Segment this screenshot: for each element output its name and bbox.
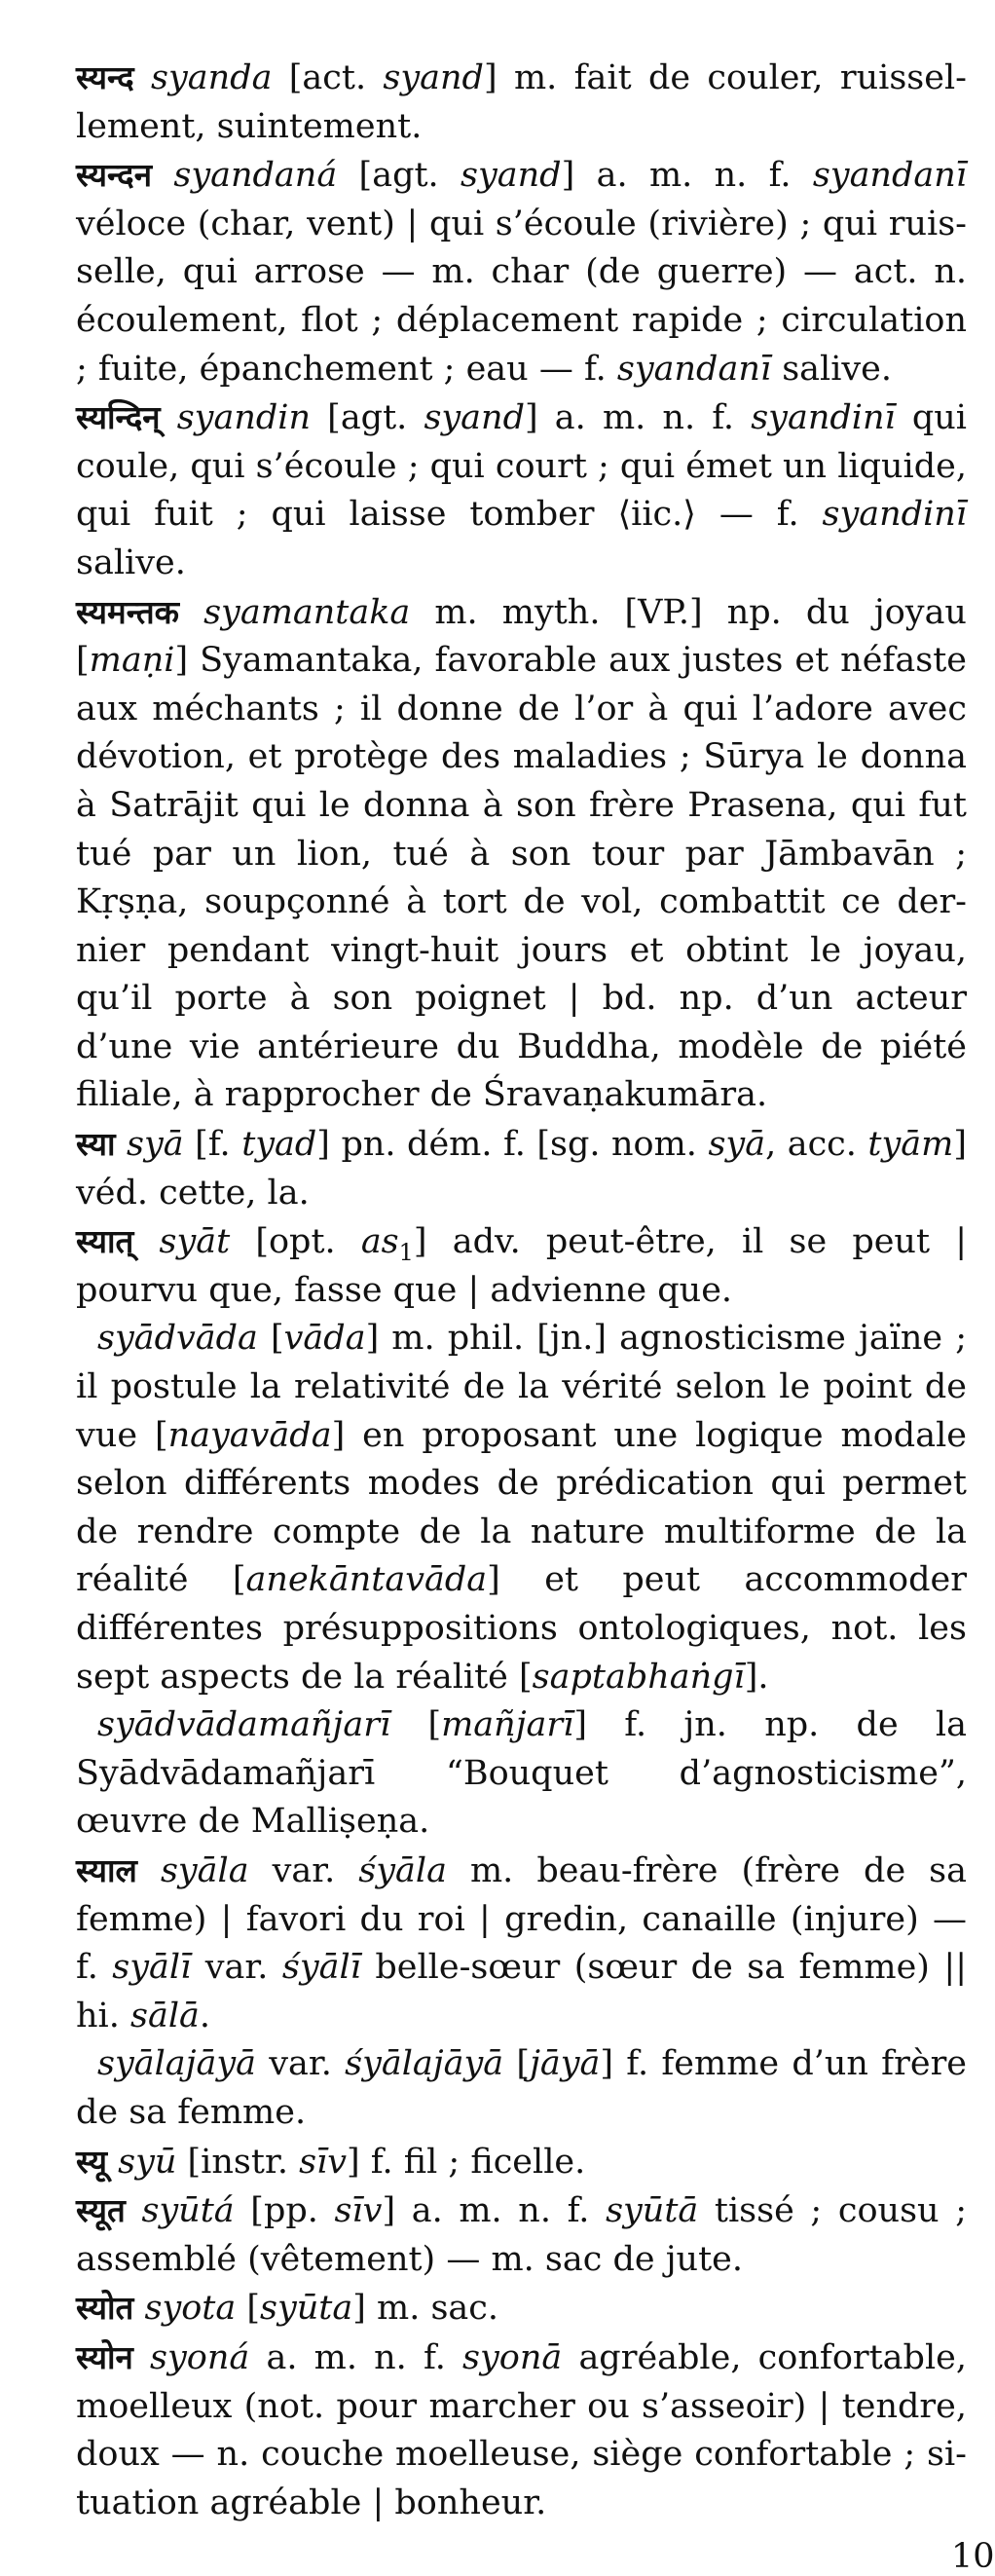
italic-term: syālī xyxy=(112,1948,192,1988)
entry-text xyxy=(133,2289,144,2328)
entry-text xyxy=(152,156,173,195)
entry-text: ]. xyxy=(744,1657,769,1697)
headword-transliteration: syā xyxy=(127,1125,184,1165)
headword-transliteration: syū xyxy=(118,2142,177,2182)
dictionary-page xyxy=(76,54,967,2527)
entry-text: [ xyxy=(257,1319,284,1359)
entry-text: ] f. fil ; ficelle. xyxy=(347,2142,586,2182)
italic-term: syūta xyxy=(260,2289,353,2329)
entry-text: [pp. xyxy=(234,2191,335,2231)
entry-text: [opt. xyxy=(230,1222,361,1262)
entry-text: salive. xyxy=(771,349,893,389)
italic-term: as xyxy=(360,1222,399,1262)
entry-text xyxy=(161,398,177,437)
italic-term: syā xyxy=(708,1125,766,1165)
dictionary-entry-syala xyxy=(76,1847,967,2040)
entry-text: [f. xyxy=(183,1125,242,1165)
entry-text: [agt. xyxy=(337,156,461,196)
entry-text: [ xyxy=(236,2289,261,2329)
headword-transliteration: syādvāda xyxy=(97,1319,258,1359)
headword-transliteration: syoná xyxy=(150,2337,250,2377)
entry-text xyxy=(137,1851,161,1890)
entry-text: ] m. fait de couler, ruissellement, suintement. xyxy=(76,58,967,146)
headword-devanagari: स्योन xyxy=(76,2337,133,2376)
headword-transliteration: syādvādamañjarī xyxy=(97,1705,391,1745)
dictionary-entry-syadvadamanjari xyxy=(76,1701,967,1847)
headword-transliteration: syota xyxy=(144,2289,237,2329)
dictionary-entry-syu xyxy=(76,2138,967,2187)
headword-devanagari: स्यन्दिन् xyxy=(76,398,161,437)
dictionary-entry-sya xyxy=(76,1120,967,1217)
headword-devanagari: स्या xyxy=(76,1125,116,1164)
italic-term: jāyā xyxy=(530,2044,601,2084)
headword-devanagari: स्यमन्तक xyxy=(76,592,180,631)
headword-transliteration: syālajāyā xyxy=(97,2044,257,2084)
italic-term: saptabhaṅgī xyxy=(532,1657,745,1697)
entry-text: [act. xyxy=(272,58,384,97)
entry-text: salive. xyxy=(76,542,186,582)
dictionary-entry-syat xyxy=(76,1217,967,1315)
italic-term: sīv xyxy=(299,2142,348,2182)
italic-term: sālā xyxy=(130,1996,200,2035)
entry-text xyxy=(116,1125,128,1164)
dictionary-entry-syandana xyxy=(76,151,967,393)
italic-term: syand xyxy=(461,156,562,196)
entry-text xyxy=(179,593,203,632)
italic-term: syandinī xyxy=(751,398,896,438)
headword-transliteration: mañjarī xyxy=(441,1705,574,1745)
entry-text: ] a. m. n. f. xyxy=(561,156,813,196)
entry-text xyxy=(134,58,151,97)
entry-text: ] a. m. n. f. xyxy=(525,398,752,438)
headword-transliteration: syandin xyxy=(176,398,312,438)
entry-text: m. myth. [VP.] np. du joyau [ xyxy=(76,592,967,681)
entry-text: ] a. m. n. f. xyxy=(382,2191,607,2231)
headword-devanagari: स्यन्द xyxy=(76,58,134,96)
headword-transliteration: vāda xyxy=(283,1319,366,1359)
headword-transliteration: syanda xyxy=(151,58,273,97)
italic-term: śyāla xyxy=(358,1850,447,1890)
entry-text: ] véd. cette, la. xyxy=(76,1125,967,1213)
entry-text: [agt. xyxy=(311,398,424,438)
entry-text: véloce (char, vent) | qui s’écoule (rivière) ; qui ruisselle, qui arrose — m. char (de guerre) — act. n. écoulement, flot ; déplacement rapide ; circulation ; fuite, épanchement ; eau — f. xyxy=(76,204,967,389)
entry-text: belle-sœur (sœur de sa femme) || hi. xyxy=(76,1948,967,2035)
italic-term: syonā xyxy=(462,2337,563,2377)
entry-text: ] et peut accommoder différentes présuppositions ontologiques, not. les sept aspects de la réalité [ xyxy=(76,1560,967,1697)
headword-transliteration: syamantaka xyxy=(203,592,411,632)
dictionary-entry-syalajaya xyxy=(76,2040,967,2137)
headword-devanagari: स्यन्दन xyxy=(76,156,153,195)
headword-transliteration: syandaná xyxy=(173,156,338,196)
entry-text: a. m. n. f. xyxy=(249,2337,463,2377)
headword-devanagari: स्योत xyxy=(76,2289,134,2328)
entry-text: m. beau-frère (frère de sa femme) | favori du roi | gredin, canaille (injure) — f. xyxy=(76,1850,967,1988)
headword-devanagari: स्यात् xyxy=(76,1222,134,1261)
page-number: 10 xyxy=(951,2537,995,2576)
dictionary-entry-syandin xyxy=(76,393,967,587)
italic-term: syandinī xyxy=(822,495,967,535)
entry-text: [ xyxy=(390,1705,442,1745)
entry-text: ] en proposant une logique modale selon différents modes de prédication qui permet de rendre compte de la nature multiforme de la réalité [ xyxy=(76,1415,967,1600)
italic-term: maṇi xyxy=(89,641,175,681)
italic-term: syūtā xyxy=(606,2191,699,2231)
entry-text: ] Syamantaka, favorable aux justes et néfaste aux méchants ; il donne de l’or à qui l’adore avec dévotion, et protège des maladies ; Sūrya le donna à Satrājit qui le donna à son frère Prasena, qui fut tué par un lion, tué à son tour par Jāmbavān ; Kṛṣṇa, soupçonné à tort de vol, combattit ce dernier pendant vingt-huit jours et obtint le joyau, qu’il porte à son poignet | bd. np. d’un acteur d’une vie antérieure du Buddha, modèle de piété filiale, à rapprocher de Śravaṇakumāra. xyxy=(76,641,967,1115)
headword-devanagari: स्यूत xyxy=(76,2191,126,2230)
entry-text: ] f. femme d’un frère de sa femme. xyxy=(76,2044,968,2132)
entry-text: var. xyxy=(256,2044,346,2084)
entry-text xyxy=(133,1222,159,1261)
entry-text: var. xyxy=(191,1948,282,1988)
headword-devanagari: स्यू xyxy=(76,2142,107,2181)
entry-text: tissé ; cousu ; assemblé (vêtement) — m. sac de jute. xyxy=(76,2191,967,2279)
dictionary-entry-syadvada xyxy=(76,1315,967,1701)
italic-term: anekāntavāda xyxy=(245,1560,488,1600)
entry-text xyxy=(107,2143,118,2182)
entry-text: ] f. jn. np. de la Syādvādamañjarī “Bouquet d’agnosticisme”, œuvre de Malliṣeṇa. xyxy=(76,1705,967,1842)
headword-transliteration: syāla xyxy=(160,1850,249,1890)
entry-text: ] m. sac. xyxy=(352,2289,499,2329)
dictionary-entry-syota xyxy=(76,2284,967,2333)
italic-term: tyad xyxy=(241,1125,317,1165)
italic-term: śyālī xyxy=(281,1948,361,1988)
subscript-index: 1 xyxy=(398,1239,414,1267)
entry-text: ] m. phil. [jn.] agnosticisme jaïne ; il postule la relativité de la vérité selon le point de vue [ xyxy=(76,1319,968,1455)
italic-term: syand xyxy=(424,398,525,438)
dictionary-entry-syanda xyxy=(76,54,967,151)
entry-text: agréable, confortable, moelleux (not. pour marcher ou s’asseoir) | tendre, doux — n. couche moelleuse, siège confortable ; situation agréable | bonheur. xyxy=(76,2337,967,2522)
entry-text: qui coule, qui s’écoule ; qui court ; qui émet un liquide, qui fuit ; qui laisse tomber ⟨iic.⟩ — f. xyxy=(76,398,967,535)
entry-text xyxy=(126,2191,142,2230)
entry-text: ] pn. dém. f. [sg. nom. xyxy=(316,1125,709,1165)
italic-term: syand xyxy=(383,58,484,97)
headword-devanagari: स्याल xyxy=(76,1850,137,1889)
headword-transliteration: śyālajāyā xyxy=(345,2044,504,2084)
italic-term: sīv xyxy=(334,2191,383,2231)
entry-text: ] adv. peut-être, il se peut | pourvu que, fasse que | advienne que. xyxy=(76,1222,967,1310)
entry-text: var. xyxy=(248,1850,359,1890)
entry-text xyxy=(133,2338,150,2377)
headword-transliteration: syāt xyxy=(159,1222,231,1262)
dictionary-entry-syamantaka xyxy=(76,588,967,1121)
entry-text: . xyxy=(199,1996,211,2035)
entry-text: [instr. xyxy=(176,2142,300,2182)
italic-term: syandanī xyxy=(812,156,967,196)
entry-text: , acc. xyxy=(765,1125,868,1165)
dictionary-entry-syona xyxy=(76,2333,967,2527)
headword-transliteration: syūtá xyxy=(141,2191,235,2231)
entry-text: [ xyxy=(503,2044,531,2084)
italic-term: nayavāda xyxy=(167,1415,332,1455)
dictionary-entry-syuta xyxy=(76,2186,967,2284)
italic-term: syandanī xyxy=(616,349,772,389)
italic-term: tyām xyxy=(867,1125,954,1165)
